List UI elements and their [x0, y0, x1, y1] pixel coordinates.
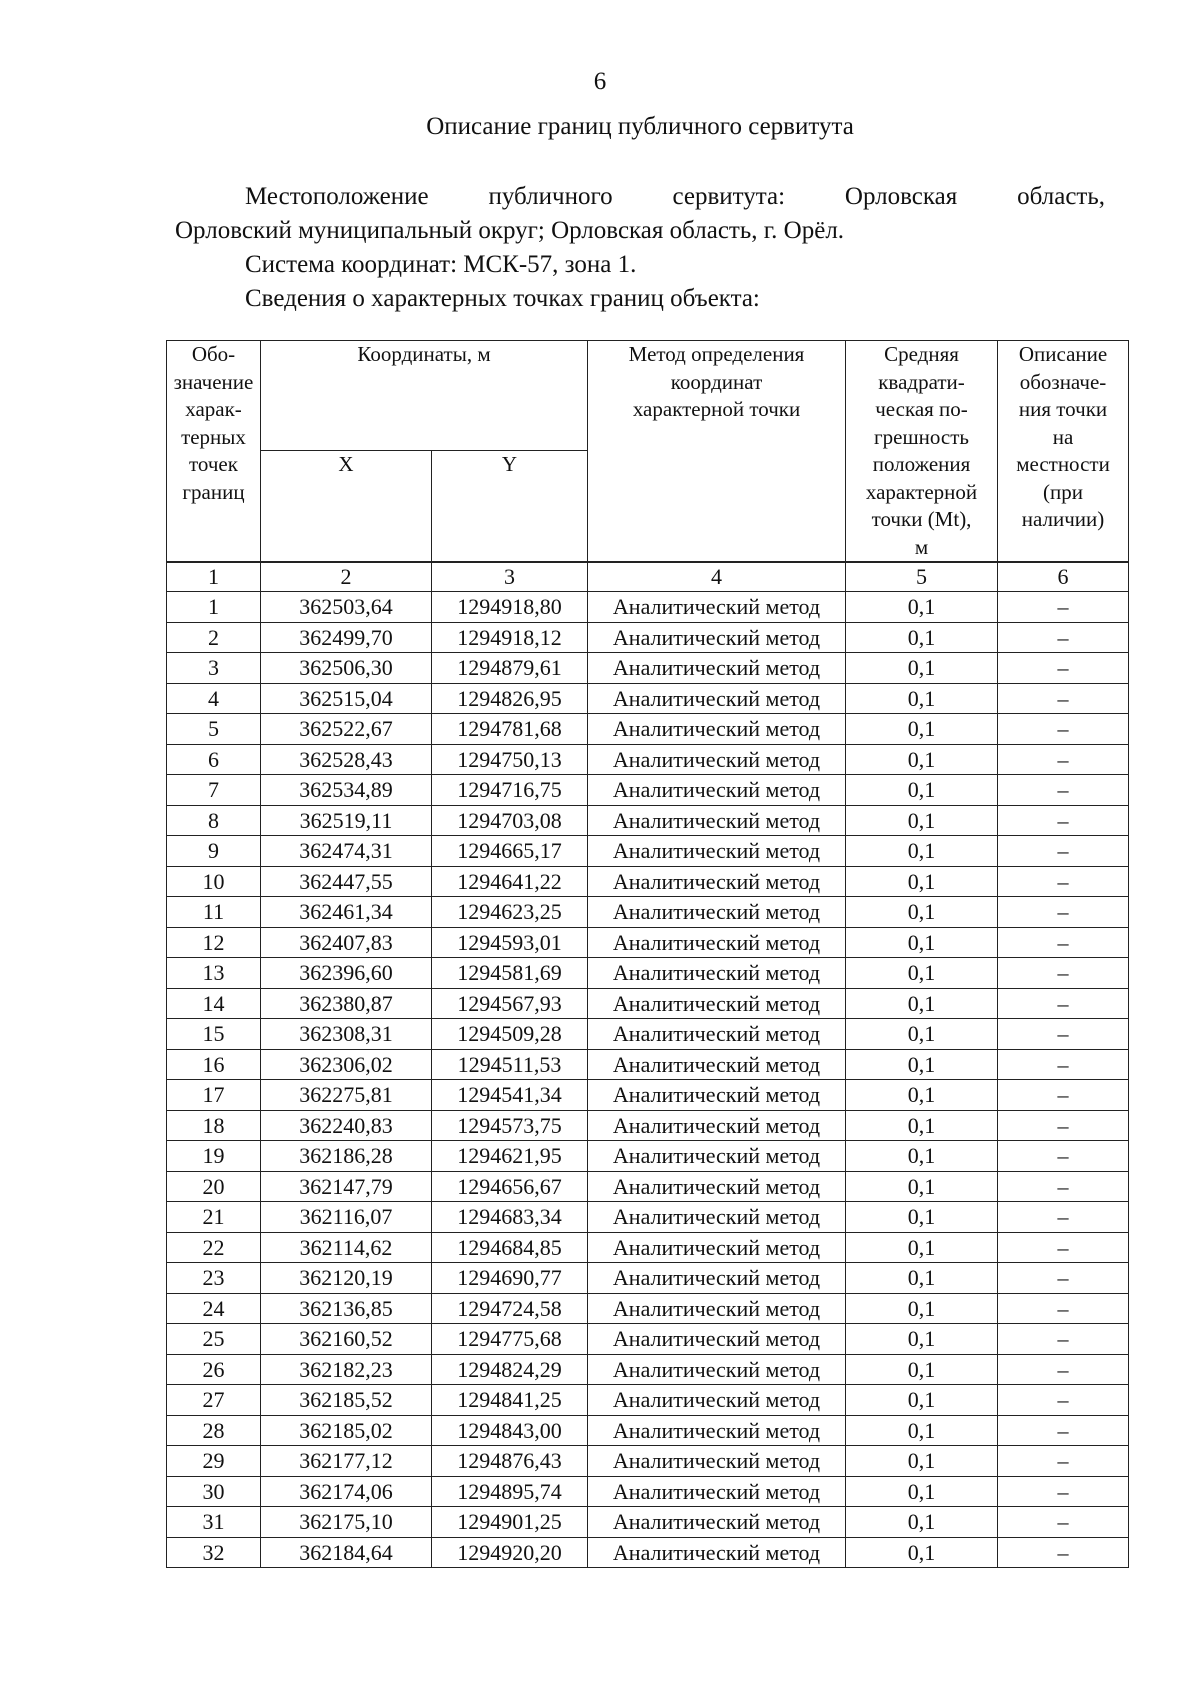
table-row	[167, 592, 1129, 623]
point-number-cell: 2	[167, 622, 261, 653]
table-row	[167, 1019, 1129, 1050]
description-cell: –	[998, 1202, 1129, 1233]
description-cell: –	[998, 1507, 1129, 1538]
mean-error-cell: 0,1	[846, 1202, 998, 1233]
table-row	[167, 958, 1129, 989]
point-number-cell: 19	[167, 1141, 261, 1172]
mean-error-cell: 0,1	[846, 897, 998, 928]
y-coordinate-cell: 1294567,93	[432, 988, 588, 1019]
x-coordinate-cell: 362503,64	[261, 592, 432, 623]
mean-error-cell: 0,1	[846, 1263, 998, 1294]
description-cell: –	[998, 1049, 1129, 1080]
method-cell: Аналитический метод	[588, 1019, 846, 1050]
mean-error-cell: 0,1	[846, 988, 998, 1019]
table-row	[167, 622, 1129, 653]
description-cell: –	[998, 988, 1129, 1019]
mean-error-cell: 0,1	[846, 622, 998, 653]
point-number-cell: 29	[167, 1446, 261, 1477]
header-method: Метод определения координат характерной точки	[588, 341, 846, 563]
method-cell: Аналитический метод	[588, 1324, 846, 1355]
mean-error-cell: 0,1	[846, 805, 998, 836]
mean-error-cell: 0,1	[846, 1476, 998, 1507]
mean-error-cell: 0,1	[846, 1019, 998, 1050]
y-coordinate-cell: 1294623,25	[432, 897, 588, 928]
y-coordinate-cell: 1294684,85	[432, 1232, 588, 1263]
point-number-cell: 27	[167, 1385, 261, 1416]
point-number-cell: 15	[167, 1019, 261, 1050]
description-cell: –	[998, 805, 1129, 836]
method-cell: Аналитический метод	[588, 1263, 846, 1294]
table-row	[167, 1141, 1129, 1172]
y-coordinate-cell: 1294581,69	[432, 958, 588, 989]
description-cell: –	[998, 927, 1129, 958]
y-coordinate-cell: 1294775,68	[432, 1324, 588, 1355]
method-cell: Аналитический метод	[588, 836, 846, 867]
location-line-2: Орловский муниципальный округ; Орловская область, г. Орёл.	[175, 217, 845, 244]
table-row	[167, 1232, 1129, 1263]
method-cell: Аналитический метод	[588, 1202, 846, 1233]
description-cell: –	[998, 1110, 1129, 1141]
x-coordinate-cell: 362114,62	[261, 1232, 432, 1263]
mean-error-cell: 0,1	[846, 744, 998, 775]
coordinate-system: Система координат: МСК-57, зона 1.	[245, 251, 637, 278]
y-coordinate-cell: 1294665,17	[432, 836, 588, 867]
description-cell: –	[998, 775, 1129, 806]
method-cell: Аналитический метод	[588, 1049, 846, 1080]
x-coordinate-cell: 362528,43	[261, 744, 432, 775]
table-row	[167, 805, 1129, 836]
x-coordinate-cell: 362380,87	[261, 988, 432, 1019]
method-cell: Аналитический метод	[588, 1171, 846, 1202]
boundary-points-table	[166, 340, 1129, 1568]
mean-error-cell: 0,1	[846, 1110, 998, 1141]
header-coordinates: Координаты, м	[261, 341, 588, 451]
point-number-cell: 12	[167, 927, 261, 958]
method-cell: Аналитический метод	[588, 1293, 846, 1324]
mean-error-cell: 0,1	[846, 683, 998, 714]
point-number-cell: 21	[167, 1202, 261, 1233]
point-number-cell: 32	[167, 1537, 261, 1568]
point-number-cell: 30	[167, 1476, 261, 1507]
x-coordinate-cell: 362306,02	[261, 1049, 432, 1080]
table-row	[167, 1080, 1129, 1111]
mean-error-cell: 0,1	[846, 592, 998, 623]
column-number: 2	[261, 562, 432, 592]
points-intro: Сведения о характерных точках границ объекта:	[245, 285, 760, 312]
y-coordinate-cell: 1294724,58	[432, 1293, 588, 1324]
mean-error-cell: 0,1	[846, 1171, 998, 1202]
header-x: X	[261, 450, 432, 562]
mean-error-cell: 0,1	[846, 1141, 998, 1172]
description-cell: –	[998, 1354, 1129, 1385]
method-cell: Аналитический метод	[588, 1354, 846, 1385]
method-cell: Аналитический метод	[588, 744, 846, 775]
x-coordinate-cell: 362447,55	[261, 866, 432, 897]
y-coordinate-cell: 1294920,20	[432, 1537, 588, 1568]
mean-error-cell: 0,1	[846, 927, 998, 958]
description-cell: –	[998, 592, 1129, 623]
y-coordinate-cell: 1294690,77	[432, 1263, 588, 1294]
point-number-cell: 31	[167, 1507, 261, 1538]
table-row	[167, 1476, 1129, 1507]
y-coordinate-cell: 1294841,25	[432, 1385, 588, 1416]
table-row	[167, 1537, 1129, 1568]
method-cell: Аналитический метод	[588, 866, 846, 897]
description-cell: –	[998, 1415, 1129, 1446]
method-cell: Аналитический метод	[588, 897, 846, 928]
table-row	[167, 1202, 1129, 1233]
x-coordinate-cell: 362499,70	[261, 622, 432, 653]
mean-error-cell: 0,1	[846, 1415, 998, 1446]
point-number-cell: 24	[167, 1293, 261, 1324]
y-coordinate-cell: 1294824,29	[432, 1354, 588, 1385]
x-coordinate-cell: 362182,23	[261, 1354, 432, 1385]
x-coordinate-cell: 362396,60	[261, 958, 432, 989]
y-coordinate-cell: 1294511,53	[432, 1049, 588, 1080]
point-number-cell: 5	[167, 714, 261, 745]
table-row	[167, 897, 1129, 928]
x-coordinate-cell: 362534,89	[261, 775, 432, 806]
point-number-cell: 13	[167, 958, 261, 989]
table-row	[167, 1171, 1129, 1202]
description-cell: –	[998, 1232, 1129, 1263]
method-cell: Аналитический метод	[588, 805, 846, 836]
description-cell: –	[998, 1171, 1129, 1202]
location-line-1: Местоположение публичного сервитута: Орловская область,	[245, 183, 1105, 210]
description-cell: –	[998, 897, 1129, 928]
method-cell: Аналитический метод	[588, 622, 846, 653]
point-number-cell: 3	[167, 653, 261, 684]
description-cell: –	[998, 653, 1129, 684]
column-number: 3	[432, 562, 588, 592]
mean-error-cell: 0,1	[846, 1293, 998, 1324]
y-coordinate-cell: 1294716,75	[432, 775, 588, 806]
table-row	[167, 927, 1129, 958]
header-description: Описание обозначе- ния точки на местности (при наличии)	[998, 341, 1129, 563]
column-numbers-row	[167, 562, 1129, 592]
method-cell: Аналитический метод	[588, 1385, 846, 1416]
x-coordinate-cell: 362184,64	[261, 1537, 432, 1568]
method-cell: Аналитический метод	[588, 683, 846, 714]
y-coordinate-cell: 1294683,34	[432, 1202, 588, 1233]
method-cell: Аналитический метод	[588, 1110, 846, 1141]
column-number: 5	[846, 562, 998, 592]
table-row	[167, 1446, 1129, 1477]
page-number: 6	[593, 68, 607, 95]
method-cell: Аналитический метод	[588, 592, 846, 623]
description-cell: –	[998, 1019, 1129, 1050]
y-coordinate-cell: 1294593,01	[432, 927, 588, 958]
header-y: Y	[432, 450, 588, 562]
header-row-1	[167, 341, 1129, 451]
y-coordinate-cell: 1294656,67	[432, 1171, 588, 1202]
description-cell: –	[998, 1080, 1129, 1111]
x-coordinate-cell: 362186,28	[261, 1141, 432, 1172]
y-coordinate-cell: 1294750,13	[432, 744, 588, 775]
description-cell: –	[998, 714, 1129, 745]
table-row	[167, 683, 1129, 714]
method-cell: Аналитический метод	[588, 1537, 846, 1568]
header-point-id: Обо- значение харак- терных точек границ	[167, 341, 261, 563]
column-number: 1	[167, 562, 261, 592]
y-coordinate-cell: 1294641,22	[432, 866, 588, 897]
mean-error-cell: 0,1	[846, 866, 998, 897]
point-number-cell: 28	[167, 1415, 261, 1446]
mean-error-cell: 0,1	[846, 1446, 998, 1477]
table-row	[167, 1293, 1129, 1324]
method-cell: Аналитический метод	[588, 775, 846, 806]
mean-error-cell: 0,1	[846, 1324, 998, 1355]
x-coordinate-cell: 362185,02	[261, 1415, 432, 1446]
description-cell: –	[998, 1537, 1129, 1568]
point-number-cell: 17	[167, 1080, 261, 1111]
table-row	[167, 775, 1129, 806]
table-row	[167, 1324, 1129, 1355]
point-number-cell: 11	[167, 897, 261, 928]
y-coordinate-cell: 1294918,80	[432, 592, 588, 623]
x-coordinate-cell: 362515,04	[261, 683, 432, 714]
description-cell: –	[998, 1476, 1129, 1507]
y-coordinate-cell: 1294781,68	[432, 714, 588, 745]
point-number-cell: 26	[167, 1354, 261, 1385]
method-cell: Аналитический метод	[588, 653, 846, 684]
point-number-cell: 23	[167, 1263, 261, 1294]
mean-error-cell: 0,1	[846, 836, 998, 867]
y-coordinate-cell: 1294573,75	[432, 1110, 588, 1141]
table-row	[167, 714, 1129, 745]
description-cell: –	[998, 744, 1129, 775]
mean-error-cell: 0,1	[846, 775, 998, 806]
mean-error-cell: 0,1	[846, 1507, 998, 1538]
mean-error-cell: 0,1	[846, 1232, 998, 1263]
y-coordinate-cell: 1294509,28	[432, 1019, 588, 1050]
x-coordinate-cell: 362522,67	[261, 714, 432, 745]
point-number-cell: 8	[167, 805, 261, 836]
method-cell: Аналитический метод	[588, 927, 846, 958]
method-cell: Аналитический метод	[588, 714, 846, 745]
table-row	[167, 653, 1129, 684]
y-coordinate-cell: 1294918,12	[432, 622, 588, 653]
header-mean-error: Средняя квадрати- ческая по- грешность положения характерной точки (Mt), м	[846, 341, 998, 563]
table-row	[167, 744, 1129, 775]
mean-error-cell: 0,1	[846, 1049, 998, 1080]
point-number-cell: 1	[167, 592, 261, 623]
method-cell: Аналитический метод	[588, 1232, 846, 1263]
method-cell: Аналитический метод	[588, 1476, 846, 1507]
x-coordinate-cell: 362240,83	[261, 1110, 432, 1141]
x-coordinate-cell: 362308,31	[261, 1019, 432, 1050]
point-number-cell: 7	[167, 775, 261, 806]
x-coordinate-cell: 362147,79	[261, 1171, 432, 1202]
method-cell: Аналитический метод	[588, 958, 846, 989]
x-coordinate-cell: 362407,83	[261, 927, 432, 958]
method-cell: Аналитический метод	[588, 1446, 846, 1477]
x-coordinate-cell: 362174,06	[261, 1476, 432, 1507]
mean-error-cell: 0,1	[846, 1354, 998, 1385]
y-coordinate-cell: 1294843,00	[432, 1415, 588, 1446]
method-cell: Аналитический метод	[588, 1507, 846, 1538]
mean-error-cell: 0,1	[846, 1385, 998, 1416]
method-cell: Аналитический метод	[588, 988, 846, 1019]
description-cell: –	[998, 866, 1129, 897]
point-number-cell: 16	[167, 1049, 261, 1080]
y-coordinate-cell: 1294876,43	[432, 1446, 588, 1477]
y-coordinate-cell: 1294826,95	[432, 683, 588, 714]
description-cell: –	[998, 1446, 1129, 1477]
table-row	[167, 1110, 1129, 1141]
point-number-cell: 14	[167, 988, 261, 1019]
x-coordinate-cell: 362461,34	[261, 897, 432, 928]
y-coordinate-cell: 1294895,74	[432, 1476, 588, 1507]
table-row	[167, 1354, 1129, 1385]
description-cell: –	[998, 1324, 1129, 1355]
method-cell: Аналитический метод	[588, 1415, 846, 1446]
x-coordinate-cell: 362275,81	[261, 1080, 432, 1111]
table-row	[167, 988, 1129, 1019]
description-cell: –	[998, 683, 1129, 714]
y-coordinate-cell: 1294901,25	[432, 1507, 588, 1538]
x-coordinate-cell: 362136,85	[261, 1293, 432, 1324]
table-row	[167, 866, 1129, 897]
point-number-cell: 4	[167, 683, 261, 714]
table-row	[167, 1049, 1129, 1080]
description-cell: –	[998, 1141, 1129, 1172]
point-number-cell: 18	[167, 1110, 261, 1141]
point-number-cell: 20	[167, 1171, 261, 1202]
table-row	[167, 1507, 1129, 1538]
mean-error-cell: 0,1	[846, 1080, 998, 1111]
point-number-cell: 22	[167, 1232, 261, 1263]
mean-error-cell: 0,1	[846, 653, 998, 684]
description-cell: –	[998, 1385, 1129, 1416]
y-coordinate-cell: 1294541,34	[432, 1080, 588, 1111]
y-coordinate-cell: 1294621,95	[432, 1141, 588, 1172]
column-number: 6	[998, 562, 1129, 592]
x-coordinate-cell: 362160,52	[261, 1324, 432, 1355]
table-row	[167, 836, 1129, 867]
table-row	[167, 1263, 1129, 1294]
x-coordinate-cell: 362185,52	[261, 1385, 432, 1416]
table-row	[167, 1385, 1129, 1416]
method-cell: Аналитический метод	[588, 1080, 846, 1111]
x-coordinate-cell: 362175,10	[261, 1507, 432, 1538]
description-cell: –	[998, 1293, 1129, 1324]
description-cell: –	[998, 1263, 1129, 1294]
method-cell: Аналитический метод	[588, 1141, 846, 1172]
table-row	[167, 1415, 1129, 1446]
point-number-cell: 10	[167, 866, 261, 897]
description-cell: –	[998, 622, 1129, 653]
description-cell: –	[998, 836, 1129, 867]
document-title: Описание границ публичного сервитута	[426, 113, 854, 140]
description-cell: –	[998, 958, 1129, 989]
point-number-cell: 6	[167, 744, 261, 775]
mean-error-cell: 0,1	[846, 1537, 998, 1568]
mean-error-cell: 0,1	[846, 958, 998, 989]
y-coordinate-cell: 1294703,08	[432, 805, 588, 836]
x-coordinate-cell: 362116,07	[261, 1202, 432, 1233]
x-coordinate-cell: 362506,30	[261, 653, 432, 684]
x-coordinate-cell: 362177,12	[261, 1446, 432, 1477]
mean-error-cell: 0,1	[846, 714, 998, 745]
x-coordinate-cell: 362519,11	[261, 805, 432, 836]
point-number-cell: 9	[167, 836, 261, 867]
x-coordinate-cell: 362120,19	[261, 1263, 432, 1294]
column-number: 4	[588, 562, 846, 592]
y-coordinate-cell: 1294879,61	[432, 653, 588, 684]
x-coordinate-cell: 362474,31	[261, 836, 432, 867]
point-number-cell: 25	[167, 1324, 261, 1355]
